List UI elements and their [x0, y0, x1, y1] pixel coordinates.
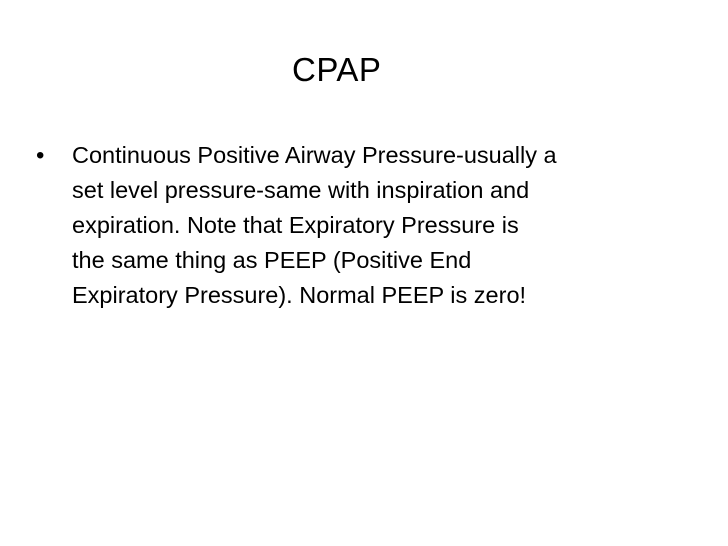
bullet-text-line-3: expiration. Note that Expiratory Pressure is — [72, 212, 519, 238]
bullet-text-line-2: set level pressure-same with inspiration and — [72, 177, 530, 203]
bullet-list — [36, 138, 686, 313]
bullet-icon: • — [36, 142, 45, 169]
bullet-text-line-4: the same thing as PEEP (Positive End — [72, 247, 472, 273]
bullet-text-line-5: Expiratory Pressure). Normal PEEP is zero! — [72, 282, 527, 308]
bullet-item — [36, 138, 686, 313]
bullet-text-line-1: Continuous Positive Airway Pressure-usually a — [72, 142, 557, 168]
slide-title: CPAP — [292, 51, 382, 88]
